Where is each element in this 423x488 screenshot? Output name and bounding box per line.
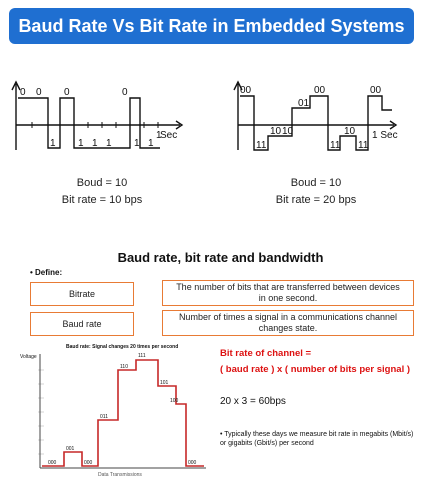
svg-text:11: 11 bbox=[330, 140, 341, 151]
svg-text:10: 10 bbox=[282, 126, 294, 137]
baud-rate-waveform-left bbox=[10, 80, 200, 160]
left-bit-label: 1 bbox=[106, 138, 112, 149]
bitrate-term: Bitrate bbox=[68, 288, 95, 299]
left-bit-label: 1 bbox=[134, 138, 140, 149]
svg-text:110: 110 bbox=[120, 364, 128, 370]
svg-text:000: 000 bbox=[48, 460, 57, 466]
svg-text:001: 001 bbox=[66, 446, 75, 452]
svg-text:11: 11 bbox=[358, 140, 369, 151]
svg-text:101: 101 bbox=[160, 380, 169, 386]
left-axis-label: Sec bbox=[160, 130, 178, 141]
right-bitrate-caption: Bit rate = 20 bps bbox=[275, 194, 357, 206]
svg-text:111: 111 bbox=[138, 353, 146, 359]
svg-text:11: 11 bbox=[256, 140, 267, 151]
left-bit-label: 1 bbox=[156, 130, 162, 141]
svg-text:011: 011 bbox=[100, 414, 108, 420]
svg-text:00: 00 bbox=[370, 85, 382, 96]
svg-text:10: 10 bbox=[270, 126, 282, 137]
slide-panel bbox=[18, 240, 423, 488]
svg-text:00: 00 bbox=[314, 85, 326, 96]
define-label: • Define: bbox=[30, 268, 63, 277]
example-calculation: 20 x 3 = 60bps bbox=[220, 396, 286, 407]
left-bit-label: 1 bbox=[92, 138, 98, 149]
right-baud-caption: Boud = 10 bbox=[290, 177, 342, 189]
svg-text:100: 100 bbox=[170, 398, 179, 404]
svg-text:000: 000 bbox=[84, 460, 93, 466]
slide-title: Baud rate, bit rate and bandwidth bbox=[117, 250, 324, 265]
left-baud-caption: Boud = 10 bbox=[76, 177, 128, 189]
graph-title: Baud rate: Signal changes 20 times per second bbox=[66, 344, 179, 350]
svg-text:00: 00 bbox=[240, 85, 252, 96]
graph-ylabel: Voltage bbox=[20, 354, 37, 360]
bitrate-definition-box bbox=[162, 280, 414, 306]
bitrate-definition: The number of bits that are transferred between devices in one second. bbox=[176, 282, 400, 303]
left-bit-label: 1 bbox=[78, 138, 84, 149]
formula: ( baud rate ) x ( number of bits per signal ) bbox=[220, 364, 411, 375]
left-bit-label: 0 bbox=[20, 87, 26, 98]
left-bit-label: 0 bbox=[36, 87, 42, 98]
signal-level-graph bbox=[18, 340, 208, 478]
baud-rate-waveform-right bbox=[232, 80, 422, 160]
baud-definition: Number of times a signal in a communications channel changes state. bbox=[178, 312, 398, 333]
svg-text:000: 000 bbox=[188, 460, 197, 466]
left-bit-label: 0 bbox=[64, 87, 70, 98]
formula-title: Bit rate of channel = bbox=[220, 348, 312, 359]
baud-term: Baud rate bbox=[62, 318, 102, 329]
header-banner bbox=[9, 8, 414, 44]
bitrate-term-box bbox=[30, 282, 134, 306]
left-bit-label: 0 bbox=[122, 87, 128, 98]
page-title: Baud Rate Vs Bit Rate in Embedded Systems bbox=[18, 16, 405, 36]
svg-text:1 Sec: 1 Sec bbox=[372, 130, 398, 141]
baud-definition-box bbox=[162, 310, 414, 336]
left-bit-label: 1 bbox=[148, 138, 154, 149]
graph-xlabel: Data Transmissions bbox=[98, 472, 142, 478]
svg-text:01: 01 bbox=[298, 98, 310, 109]
left-bit-label: 1 bbox=[50, 138, 56, 149]
baud-term-box bbox=[30, 312, 134, 336]
left-bitrate-caption: Bit rate = 10 bps bbox=[61, 194, 143, 206]
svg-text:10: 10 bbox=[344, 126, 356, 137]
bitrate-note: • Typically these days we measure bit rate in megabits (Mbit/s) or gigabits (Gbit/s) per second bbox=[220, 431, 414, 447]
